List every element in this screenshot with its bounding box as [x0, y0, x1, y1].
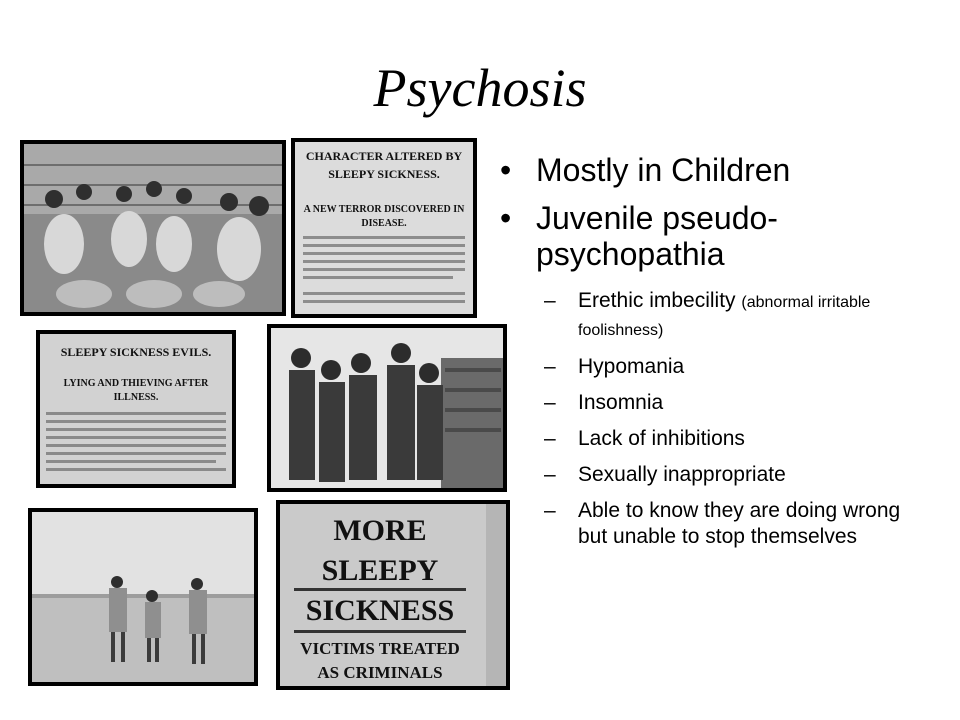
photo-children-on-beach — [28, 508, 258, 686]
sub-bullet-text: Lack of inhibitions — [578, 427, 745, 450]
bullet-dot-icon: • — [500, 152, 512, 188]
clip2-line3: ILLNESS. — [113, 392, 159, 403]
sub-bullet-dash: – — [544, 391, 556, 414]
bullet-list — [498, 152, 918, 560]
clip1-line1: CHARACTER ALTERED BY — [305, 149, 463, 163]
sub-bullet-dash: – — [544, 355, 556, 378]
sub-bullet — [498, 288, 918, 344]
sub-bullet-dash: – — [544, 289, 556, 312]
sub-bullet-dash: – — [544, 427, 556, 450]
bullet-dot-icon: • — [500, 200, 512, 236]
clip1-line4: DISEASE. — [361, 218, 407, 229]
clip1-line3: A NEW TERROR DISCOVERED IN — [303, 204, 465, 215]
bullet-text: Mostly in Children — [536, 152, 791, 188]
bullet-level1 — [498, 152, 918, 188]
clip3-line1: MORE — [333, 514, 427, 547]
newspaper-clipping-sleepy-sickness-evils — [36, 330, 236, 488]
sub-bullet — [498, 354, 918, 380]
clip2-line1: SLEEPY SICKNESS EVILS. — [60, 345, 212, 359]
sub-bullet-dash: – — [544, 499, 556, 522]
sub-bullet-text: Able to know they are doing wrong but unable to stop themselves — [578, 499, 901, 548]
sub-bullet-text: Insomnia — [578, 391, 664, 414]
clip2-line2: LYING AND THIEVING AFTER — [63, 378, 209, 389]
sub-bullet — [498, 426, 918, 452]
clip3-line4: VICTIMS TREATED — [300, 639, 460, 658]
sub-bullet-dash: – — [544, 463, 556, 486]
sub-bullet-text: Sexually inappropriate — [578, 463, 786, 486]
sub-bullet — [498, 390, 918, 416]
photo-group-of-boys — [267, 324, 507, 492]
photo-children-workroom — [20, 140, 286, 316]
sub-bullet-text: Erethic imbecility — [578, 289, 742, 312]
sub-bullet — [498, 498, 918, 550]
newspaper-clipping-character-altered — [291, 138, 477, 318]
sub-bullet — [498, 462, 918, 488]
slide-title: Psychosis — [373, 58, 587, 118]
sub-bullet-note: (abnormal irritable foolishness) — [578, 294, 871, 339]
clip3-line3: SICKNESS — [305, 594, 455, 627]
bullet-text: Juvenile pseudo-psychopathia — [536, 200, 778, 272]
sub-bullet-text: Hypomania — [578, 355, 685, 378]
clip3-line5: AS CRIMINALS — [317, 663, 443, 682]
clip3-line2: SLEEPY — [321, 554, 439, 587]
clip1-line2: SLEEPY SICKNESS. — [328, 167, 440, 181]
newspaper-clipping-more-sleepy-sickness — [276, 500, 510, 690]
bullet-level1 — [498, 200, 918, 272]
